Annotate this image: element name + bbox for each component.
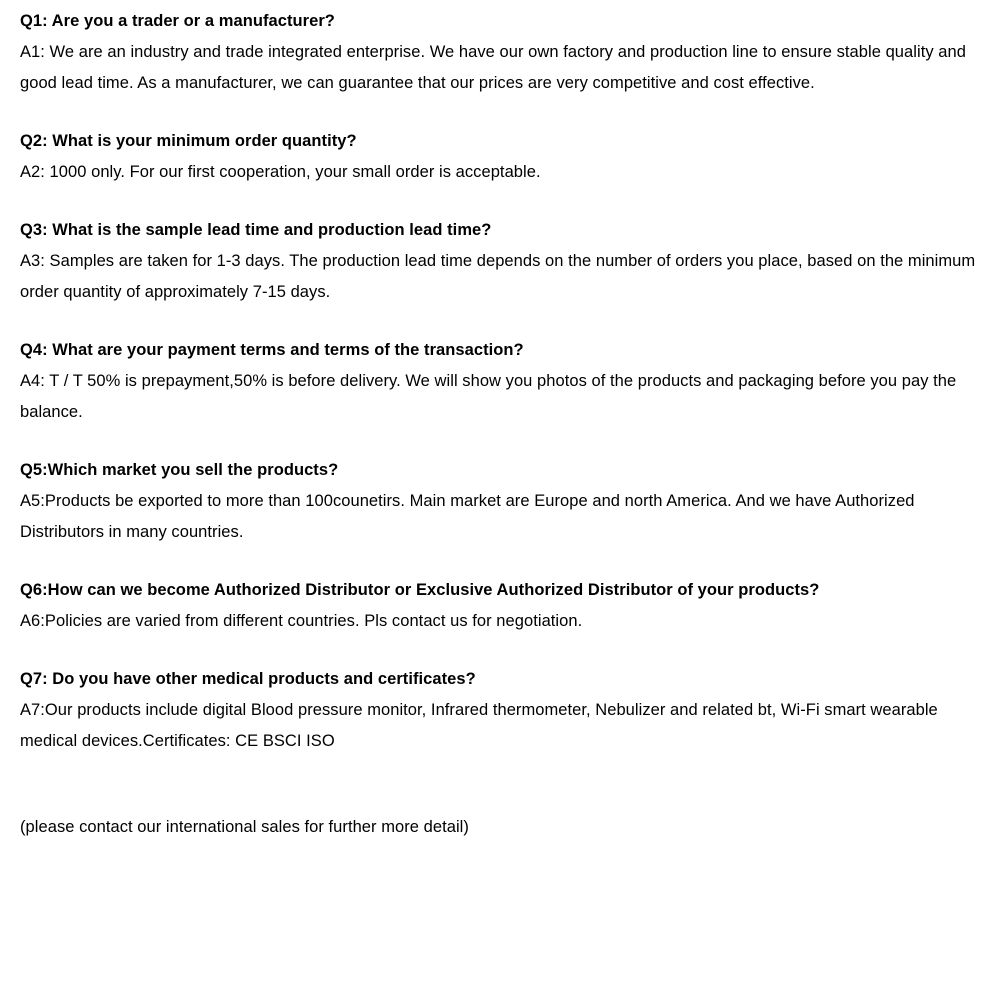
faq-question-q1: Q1: Are you a trader or a manufacturer? (20, 12, 335, 30)
faq-answer-a7: A7:Our products include digital Blood pressure monitor, Infrared thermometer, Nebulizer and related bt, Wi-Fi smart wearable medical devices.Certificates: CE BSCI ISO (20, 701, 938, 750)
faq-question-q3: Q3: What is the sample lead time and production lead time? (20, 221, 492, 239)
faq-item-q5 (20, 455, 976, 548)
faq-answer-a6: A6:Policies are varied from different countries. Pls contact us for negotiation. (20, 612, 583, 630)
faq-question-q6: Q6:How can we become Authorized Distributor or Exclusive Authorized Distributor of your products? (20, 581, 820, 599)
faq-question-q2: Q2: What is your minimum order quantity? (20, 132, 357, 150)
faq-item-q1 (20, 6, 976, 99)
faq-answer-a2: A2: 1000 only. For our first cooperation, your small order is acceptable. (20, 163, 541, 181)
closing-note: (please contact our international sales for further more detail) (20, 818, 469, 836)
faq-answer-a4: A4: T / T 50% is prepayment,50% is before delivery. We will show you photos of the products and packaging before you pay the balance. (20, 372, 957, 421)
faq-question-q4: Q4: What are your payment terms and terms of the transaction? (20, 341, 524, 359)
faq-item-q7 (20, 664, 976, 757)
faq-question-q7: Q7: Do you have other medical products and certificates? (20, 670, 476, 688)
faq-item-q4 (20, 335, 976, 428)
faq-item-q6 (20, 575, 976, 637)
faq-answer-a1: A1: We are an industry and trade integrated enterprise. We have our own factory and production line to ensure stable quality and good lead time. As a manufacturer, we can guarantee that our prices are very competitive and cost effective. (20, 43, 966, 92)
faq-question-q5: Q5:Which market you sell the products? (20, 461, 339, 479)
closing-spacer (20, 784, 976, 812)
faq-item-q2 (20, 126, 976, 188)
faq-item-q3 (20, 215, 976, 308)
faq-answer-a3: A3: Samples are taken for 1-3 days. The production lead time depends on the number of orders you place, based on the minimum order quantity of approximately 7-15 days. (20, 252, 976, 301)
faq-answer-a5: A5:Products be exported to more than 100counetirs. Main market are Europe and north America. And we have Authorized Distributors in many countries. (20, 492, 915, 541)
